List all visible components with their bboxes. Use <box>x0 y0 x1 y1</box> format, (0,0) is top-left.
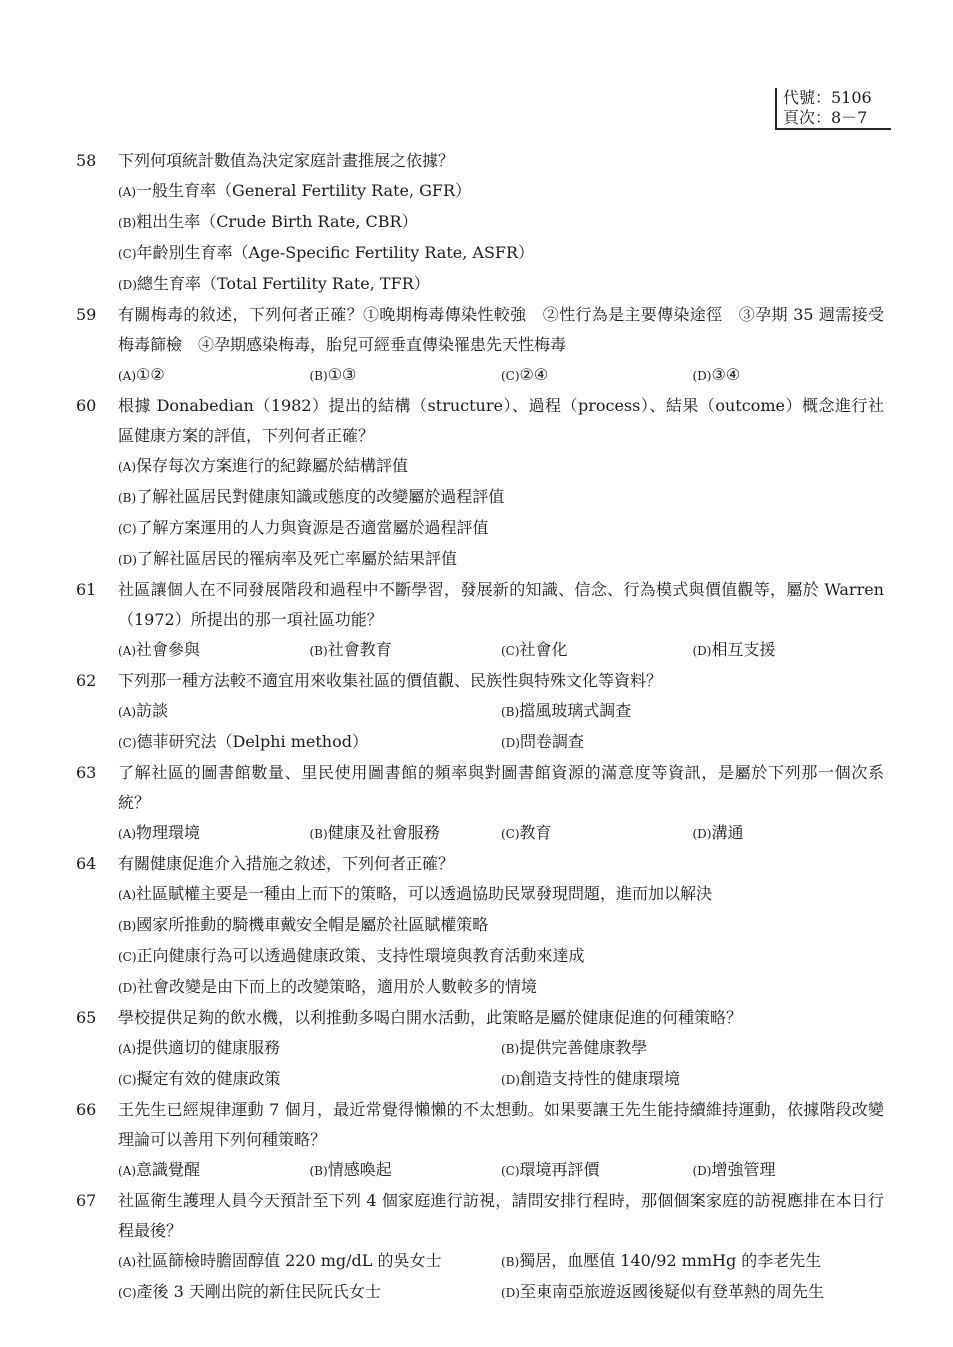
question-stem: 了解社區的圖書館數量、里民使用圖書館的頻率與對圖書館資源的滿意度等資訊，是屬於下列那一個次系統？ <box>118 763 884 812</box>
option-c <box>501 1155 693 1186</box>
option-label: (C) <box>501 827 520 841</box>
option-d <box>693 1155 885 1186</box>
question-60 <box>76 391 884 575</box>
option-text: 健康及社會服務 <box>327 823 440 842</box>
option-d <box>693 360 885 391</box>
option-list <box>118 176 884 300</box>
option-a <box>118 451 884 482</box>
question-67 <box>76 1186 884 1308</box>
option-a <box>118 1246 501 1277</box>
option-label: (B) <box>501 1255 520 1269</box>
option-label: (D) <box>501 736 520 750</box>
question-number: 67 <box>76 1191 97 1210</box>
option-text: 社會化 <box>519 640 568 659</box>
option-text: 獨居，血壓值 140/92 mmHg 的李老先生 <box>519 1251 822 1270</box>
option-text: ③④ <box>711 365 741 384</box>
option-text: 擋風玻璃式調查 <box>519 701 632 720</box>
option-list <box>118 696 884 758</box>
option-text: 了解社區居民對健康知識或態度的改變屬於過程評值 <box>136 487 505 506</box>
option-label: (A) <box>118 1164 137 1178</box>
exam-code: 代號：5106 <box>783 88 872 107</box>
option-label: (D) <box>692 1164 712 1178</box>
exam-code-box <box>775 88 891 130</box>
option-b <box>310 635 502 666</box>
question-stem: 下列那一種方法較不適宜用來收集社區的價值觀、民族性與特殊文化等資料？ <box>118 671 663 690</box>
option-b <box>310 818 502 849</box>
option-text: ②④ <box>519 365 549 384</box>
option-c <box>501 635 693 666</box>
option-text: 問卷調查 <box>519 732 584 751</box>
option-label: (B) <box>309 1164 328 1178</box>
question-66 <box>76 1095 884 1186</box>
option-label: (A) <box>118 644 137 658</box>
option-list <box>118 360 884 391</box>
option-a <box>118 818 310 849</box>
option-d <box>118 544 884 575</box>
option-label: (C) <box>118 1286 137 1300</box>
option-label: (A) <box>118 185 137 199</box>
option-c <box>118 941 884 972</box>
option-label: (D) <box>692 644 712 658</box>
option-text: 意識覺醒 <box>136 1160 201 1179</box>
question-62 <box>76 666 884 758</box>
option-text: 產後 3 天剛出院的新住民阮氏女士 <box>136 1282 381 1301</box>
question-number: 59 <box>76 305 97 324</box>
option-text: 溝通 <box>711 823 744 842</box>
option-text: 國家所推動的騎機車戴安全帽是屬於社區賦權策略 <box>136 915 489 934</box>
option-text: 粗出生率（Crude Birth Rate, CBR） <box>136 212 418 231</box>
option-label: (D) <box>118 981 137 995</box>
question-63 <box>76 758 884 849</box>
option-text: 提供適切的健康服務 <box>136 1038 281 1057</box>
question-number: 58 <box>76 151 97 170</box>
option-list <box>118 879 884 1003</box>
option-label: (A) <box>118 1042 137 1056</box>
question-number: 66 <box>76 1100 97 1119</box>
option-text: 提供完善健康教學 <box>519 1038 648 1057</box>
option-text: 社區篩檢時膽固醇值 220 mg/dL 的吳女士 <box>136 1251 442 1270</box>
option-d <box>693 818 885 849</box>
option-b <box>501 1246 884 1277</box>
option-d <box>693 635 885 666</box>
option-label: (D) <box>501 1286 520 1300</box>
question-number: 62 <box>76 671 97 690</box>
option-c <box>118 1277 501 1308</box>
option-label: (C) <box>501 1164 520 1178</box>
option-b <box>118 207 884 238</box>
question-number: 65 <box>76 1008 97 1027</box>
option-label: (D) <box>118 553 137 567</box>
option-label: (A) <box>118 827 137 841</box>
page-number: 頁次：8－7 <box>783 108 868 127</box>
option-c <box>118 1064 501 1095</box>
option-list <box>118 1246 884 1308</box>
option-text: 環境再評價 <box>519 1160 600 1179</box>
option-b <box>310 360 502 391</box>
question-stem: 下列何項統計數值為決定家庭計畫推展之依據？ <box>118 151 455 170</box>
option-label: (A) <box>118 1255 137 1269</box>
option-text: 德菲研究法（Delphi method） <box>136 732 368 751</box>
option-b <box>310 1155 502 1186</box>
option-label: (B) <box>501 705 520 719</box>
option-d <box>501 1277 884 1308</box>
option-label: (A) <box>118 888 137 902</box>
question-number: 63 <box>76 763 97 782</box>
question-58 <box>76 146 884 300</box>
option-text: 擬定有效的健康政策 <box>136 1069 281 1088</box>
option-text: 正向健康行為可以透過健康政策、支持性環境與教育活動來達成 <box>136 946 585 965</box>
option-text: 保存每次方案進行的紀錄屬於結構評值 <box>136 456 409 475</box>
option-label: (A) <box>118 460 137 474</box>
option-d <box>501 1064 884 1095</box>
option-a <box>118 176 884 207</box>
question-number: 64 <box>76 854 97 873</box>
question-stem: 有關健康促進介入措施之敘述，下列何者正確？ <box>118 854 455 873</box>
option-d <box>118 269 884 300</box>
question-stem: 學校提供足夠的飲水機，以利推動多喝白開水活動，此策略是屬於健康促進的何種策略？ <box>118 1008 743 1027</box>
option-label: (C) <box>118 736 137 750</box>
question-59 <box>76 300 884 391</box>
option-a <box>118 1033 501 1064</box>
option-d <box>118 972 884 1003</box>
question-stem: 王先生已經規律運動 7 個月，最近常覺得懶懶的不太想動。如果要讓王先生能持續維持運動，依據階段改變理論可以善用下列何種策略？ <box>118 1100 884 1149</box>
option-label: (B) <box>309 644 328 658</box>
option-text: 了解社區居民的罹病率及死亡率屬於結果評值 <box>136 549 457 568</box>
option-label: (B) <box>309 369 328 383</box>
option-label: (C) <box>118 522 137 536</box>
option-label: (C) <box>118 950 137 964</box>
question-stem: 有關梅毒的敘述，下列何者正確？①晚期梅毒傳染性較強 ②性行為是主要傳染途徑 ③孕期 35 週需接受梅毒篩檢 ④孕期感染梅毒，胎兒可經垂直傳染罹患先天性梅毒 <box>118 305 884 354</box>
option-label: (B) <box>118 216 137 230</box>
question-65 <box>76 1003 884 1095</box>
option-a <box>118 1155 310 1186</box>
option-text: 創造支持性的健康環境 <box>519 1069 680 1088</box>
question-number: 60 <box>76 396 97 415</box>
question-stem: 根據 Donabedian（1982）提出的結構（structure）、過程（process）、結果（outcome）概念進行社區健康方案的評值，下列何者正確？ <box>118 396 884 445</box>
option-label: (B) <box>501 1042 520 1056</box>
option-text: 社會教育 <box>327 640 392 659</box>
option-text: 情感喚起 <box>327 1160 392 1179</box>
option-b <box>118 482 884 513</box>
option-a <box>118 696 501 727</box>
option-d <box>501 727 884 758</box>
option-text: 年齡別生育率（Age-Specific Fertility Rate, ASFR） <box>136 243 535 262</box>
option-label: (B) <box>118 919 137 933</box>
question-64 <box>76 849 884 1003</box>
option-label: (C) <box>501 369 520 383</box>
question-number: 61 <box>76 580 97 599</box>
option-text: 相互支援 <box>711 640 776 659</box>
option-label: (A) <box>118 705 137 719</box>
option-text: 訪談 <box>136 701 169 720</box>
option-a <box>118 635 310 666</box>
option-c <box>118 727 501 758</box>
option-text: ①② <box>136 365 165 384</box>
option-label: (D) <box>692 369 712 383</box>
question-list <box>76 146 884 1308</box>
option-text: 物理環境 <box>136 823 201 842</box>
option-list <box>118 451 884 575</box>
option-text: ①③ <box>327 365 357 384</box>
option-list <box>118 1033 884 1095</box>
option-label: (C) <box>118 1073 137 1087</box>
option-a <box>118 360 310 391</box>
option-text: 社會參與 <box>136 640 201 659</box>
option-label: (D) <box>118 278 137 292</box>
option-c <box>501 818 693 849</box>
option-label: (D) <box>692 827 712 841</box>
option-label: (B) <box>118 491 137 505</box>
option-label: (B) <box>309 827 328 841</box>
question-stem: 社區衛生護理人員今天預計至下列 4 個家庭進行訪視，請問安排行程時，那個個案家庭的訪視應排在本日行程最後？ <box>118 1191 884 1240</box>
option-list <box>118 818 884 849</box>
option-text: 至東南亞旅遊返國後疑似有登革熱的周先生 <box>519 1282 824 1301</box>
option-text: 了解方案運用的人力與資源是否適當屬於過程評值 <box>136 518 489 537</box>
option-text: 總生育率（Total Fertility Rate, TFR） <box>136 274 430 293</box>
option-text: 社會改變是由下而上的改變策略，適用於人數較多的情境 <box>136 977 537 996</box>
option-text: 一般生育率（General Fertility Rate, GFR） <box>136 181 472 200</box>
question-61 <box>76 575 884 666</box>
option-b <box>501 696 884 727</box>
option-c <box>118 238 884 269</box>
option-c <box>118 513 884 544</box>
option-c <box>501 360 693 391</box>
question-stem: 社區讓個人在不同發展階段和過程中不斷學習，發展新的知識、信念、行為模式與價值觀等，屬於 Warren（1972）所提出的那一項社區功能？ <box>118 580 884 629</box>
option-label: (A) <box>118 369 137 383</box>
option-label: (C) <box>501 644 520 658</box>
option-b <box>118 910 884 941</box>
option-text: 社區賦權主要是一種由上而下的策略，可以透過協助民眾發現問題，進而加以解決 <box>136 884 713 903</box>
option-label: (D) <box>501 1073 520 1087</box>
option-b <box>501 1033 884 1064</box>
option-a <box>118 879 884 910</box>
option-list <box>118 635 884 666</box>
option-text: 增強管理 <box>711 1160 776 1179</box>
option-label: (C) <box>118 247 137 261</box>
option-text: 教育 <box>519 823 552 842</box>
option-list <box>118 1155 884 1186</box>
